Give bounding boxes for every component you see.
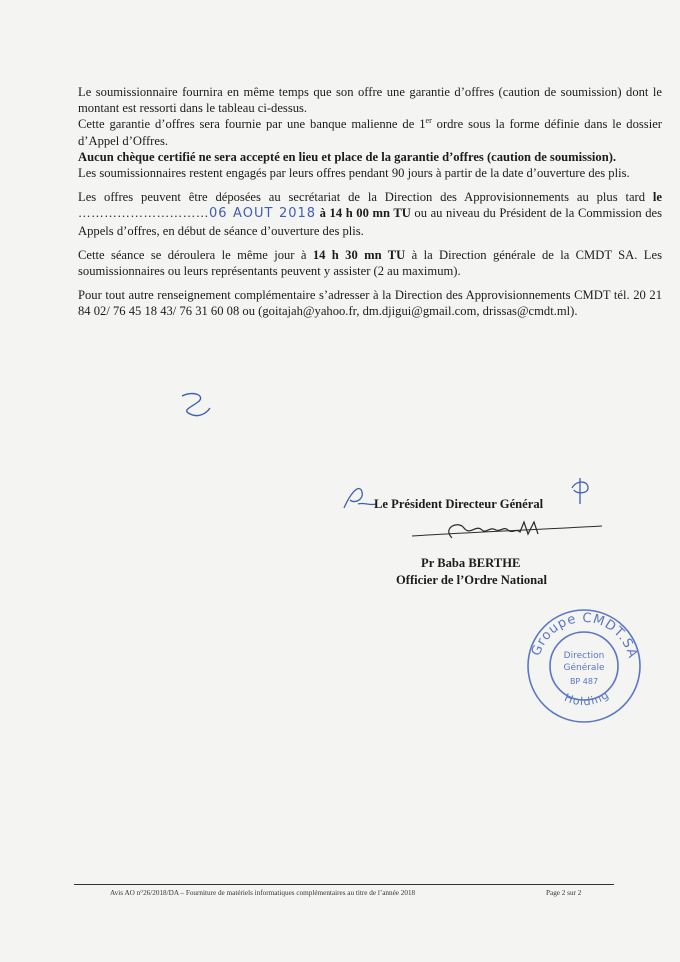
svg-text:Holding [562,688,611,708]
footer-page-number: Page 2 sur 2 [546,889,582,897]
seal-inner-line1: Direction [563,651,605,661]
signature-scribble [412,508,602,548]
paragraph-session: Cette séance se déroulera le même jour à 14 h 30 mn TU à la Direction générale de la CMDT SA. Les soumissionnaires ou leurs représentants peuvent y assister (2 au maximum). [78,247,662,279]
company-seal [524,606,644,726]
footer-reference: Avis AO n°26/2018/DA – Fourniture de matériels informatiques complémentaires au titre de l’année 2018 [110,889,416,897]
seal-inner-line3: BP 487 [569,677,599,686]
seal-outer-bottom-text: Holding [562,687,612,709]
seal-outer-top-text: Groupe CMDT.SA [528,610,640,661]
paragraph-validity-period: Les soumissionnaires restent engagés par leurs offres pendant 90 jours à partir de la date d’ouverture des plis. [78,166,630,181]
initials-right-icon [566,474,596,510]
page-footer [74,884,614,897]
signatory-name: Pr Baba BERTHE [421,556,521,570]
signatory-role: Officier de l’Ordre National [396,573,547,587]
signatory-title: Le Président Directeur Général [374,497,544,511]
document-body [78,84,662,320]
paragraph-contact: Pour tout autre renseignement complémentaire s’adresser à la Direction des Approvisionnements CMDT tél. 20 21 84 02/ 76 45 18 43/ 76 31 60 08 ou (goitajah@yahoo.fr, dm.djigui@gmail.com, drissas@cmdt.ml). [78,288,662,319]
paragraph-bid-guarantee: Le soumissionnaire fournira en même temps que son offre une garantie d’offres (caution de soumission) dont le montant est ressorti dans le tableau ci-dessus. [78,85,662,116]
paragraph-no-certified-check: Aucun chèque certifié ne sera accepté en lieu et place de la garantie d’offres (caution de soumission). [78,149,617,164]
signature-block [340,480,640,600]
paragraph-bank-guarantee: Cette garantie d’offres sera fournie par une banque malienne de 1er ordre sous la forme définie dans le dossier d’Appel d’Offres. [78,116,662,148]
handwritten-mark [176,388,216,424]
seal-inner-line2: Générale [563,663,605,673]
paragraph-submission: Les offres peuvent être déposées au secrétariat de la Direction des Approvisionnements au plus tard le …………………………06 AOUT 2018 à 14 h 00 mn TU ou au niveau du Président de la Commission des Appels d’offres, en début de séance d’ouverture des plis. [78,190,663,238]
date-stamp: 06 AOUT 2018 [208,206,317,222]
